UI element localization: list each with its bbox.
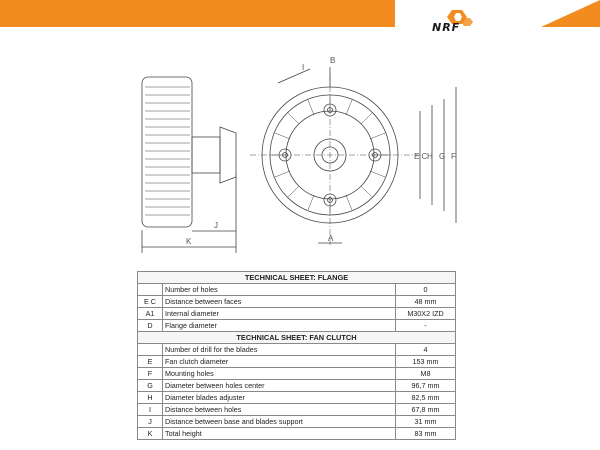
table-row: Number of drill for the blades 4 xyxy=(138,344,456,356)
brand-banner-left xyxy=(0,0,395,27)
table-row: E C Distance between faces 48 mm xyxy=(138,296,456,308)
technical-sheet-table xyxy=(137,271,456,440)
dim-label-h: H xyxy=(427,152,433,161)
clutch-section-title: TECHNICAL SHEET: FAN CLUTCH xyxy=(138,332,456,344)
table-row: D Flange diameter - xyxy=(138,320,456,332)
dim-label-f: F xyxy=(451,152,456,161)
flange-section-title: TECHNICAL SHEET: FLANGE xyxy=(138,272,456,284)
dim-label-a: A xyxy=(328,234,334,243)
table-row: E Fan clutch diameter 153 mm xyxy=(138,356,456,368)
table-row: F Mounting holes M8 xyxy=(138,368,456,380)
dim-label-b: B xyxy=(330,56,336,65)
table-row: K Total height 83 mm xyxy=(138,428,456,440)
brand-banner-right xyxy=(541,0,600,27)
table-row: J Distance between base and blades support 31 mm xyxy=(138,416,456,428)
table-row: G Diameter between holes center 96,7 mm xyxy=(138,380,456,392)
fan-clutch-drawing xyxy=(130,55,470,260)
dim-label-k: K xyxy=(186,237,192,246)
table-row: I Distance between holes 67,8 mm xyxy=(138,404,456,416)
table-row: H Diameter blades adjuster 82,5 mm xyxy=(138,392,456,404)
dim-label-j: J xyxy=(214,221,218,230)
table-row: A1 Internal diameter M30X2 IZD xyxy=(138,308,456,320)
brand-logo-text: NRF xyxy=(432,21,461,34)
dim-label-g: G xyxy=(439,152,446,161)
dim-label-ec: E C xyxy=(414,152,428,161)
table-row: Number of holes 0 xyxy=(138,284,456,296)
dim-label-i: I xyxy=(302,63,305,72)
